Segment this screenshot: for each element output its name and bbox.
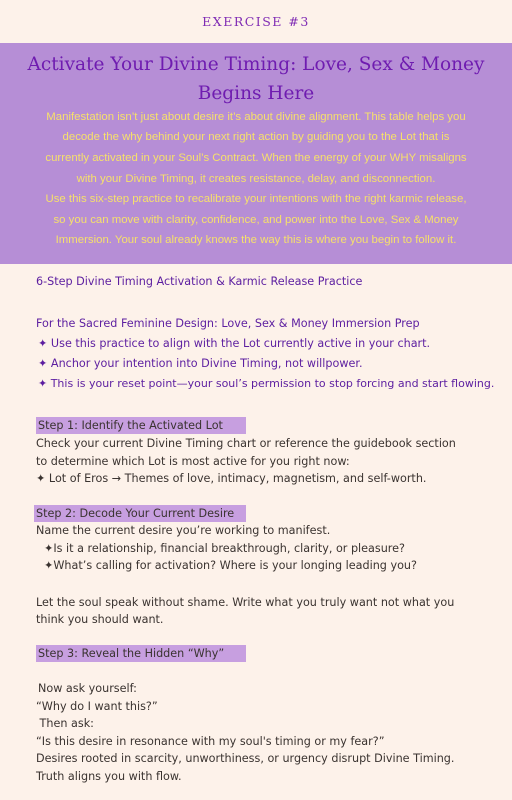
banner-title-line-1: Activate Your Divine Timing: Love, Sex & Money [27, 54, 485, 75]
practice-subtitle: For the Sacred Feminine Design: Love, Sex & Money Immersion Prep [36, 317, 420, 330]
step-1-line: Check your current Divine Timing chart or reference the guidebook section [36, 437, 456, 450]
step-1-heading: Step 1: Identify the Activated Lot [38, 419, 223, 432]
step-3-line: “Why do I want this?” [36, 700, 158, 713]
banner-intro-line: with your Divine Timing, it creates resistance, delay, and disconnection. [76, 173, 436, 185]
step-3-line: Truth aligns you with flow. [36, 770, 182, 783]
banner-intro-line: so you can move with clarity, confidence, and power into the Love, Sex & Money [53, 214, 459, 226]
exercise-label: EXERCISE #3 [202, 14, 310, 29]
banner-title-line-2: Begins Here [197, 83, 315, 104]
step-2-line: ✦Is it a relationship, financial breakthrough, clarity, or pleasure? [44, 542, 405, 555]
banner-intro-line: Use this six-step practice to recalibrate your intentions with the right karmic release, [45, 193, 467, 205]
banner-intro-line: decode the why behind your next right action by guiding you to the Lot that is [62, 131, 450, 143]
step-3-line: Then ask: [36, 717, 94, 730]
step-2-note-line: think you should want. [36, 613, 164, 626]
step-2-heading: Step 2: Decode Your Current Desire [36, 507, 235, 520]
step-1-line: to determine which Lot is most active for you right now: [36, 455, 350, 468]
banner-intro-line: currently activated in your Soul’s Contract. When the energy of your WHY misaligns [45, 152, 467, 164]
banner-intro-line: Immersion. Your soul already knows the way this is where you begin to follow it. [55, 234, 457, 246]
practice-bullet: ✦ Use this practice to align with the Lot currently active in your chart. [38, 337, 431, 350]
practice-bullet: ✦ This is your reset point—your soul’s permission to stop forcing and start flowing. [38, 377, 495, 390]
step-3-heading: Step 3: Reveal the Hidden “Why” [38, 647, 225, 660]
step-3-line: Desires rooted in scarcity, unworthiness, or urgency disrupt Divine Timing. [36, 752, 455, 765]
banner-intro-line: Manifestation isn’t just about desire it’s about divine alignment. This table helps you [46, 111, 466, 123]
step-1-line: ✦ Lot of Eros → Themes of love, intimacy, magnetism, and self-worth. [36, 472, 427, 485]
step-2-line: Name the current desire you’re working to manifest. [36, 524, 331, 537]
banner-title [0, 50, 512, 108]
step-2-line: ✦What’s calling for activation? Where is your longing leading you? [44, 559, 417, 572]
practice-bullet: ✦ Anchor your intention into Divine Timing, not willpower. [38, 357, 363, 370]
step-3-line: Now ask yourself: [38, 682, 137, 695]
step-2-note-line: Let the soul speak without shame. Write what you truly want not what you [36, 596, 455, 609]
practice-title: 6-Step Divine Timing Activation & Karmic Release Practice [36, 275, 363, 288]
step-3-line: “Is this desire in resonance with my soul's timing or my fear?” [36, 735, 385, 748]
